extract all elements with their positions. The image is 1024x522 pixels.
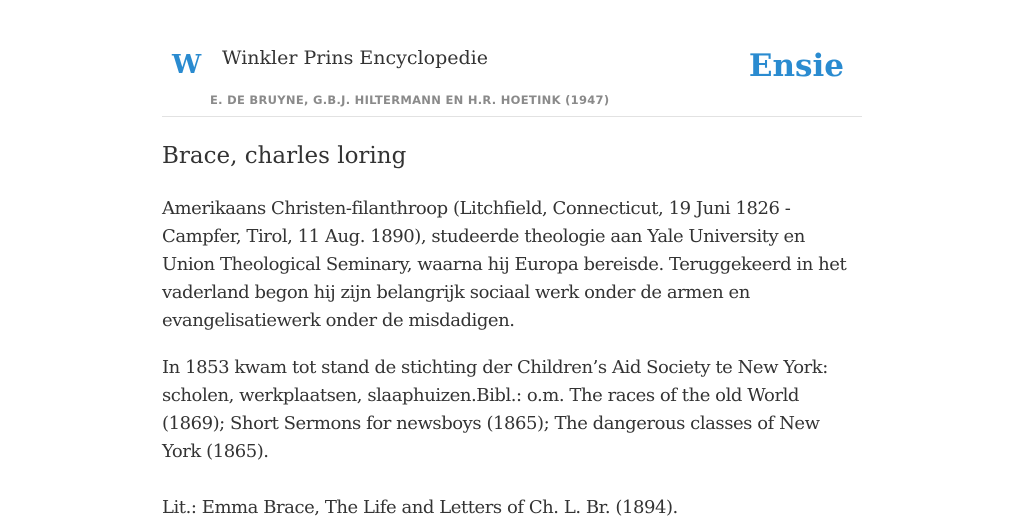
ensie-logo[interactable]: Ensie xyxy=(748,48,844,84)
book-authors: E. DE BRUYNE, G.B.J. HILTERMANN EN H.R. HOETINK (1947) xyxy=(210,93,610,107)
book-title[interactable]: Winkler Prins Encyclopedie xyxy=(222,47,488,69)
entry-paragraph-1: Amerikaans Christen-filanthroop (Litchfield, Connecticut, 19 Juni 1826 - Campfer, Tirol, 11 Aug. 1890), studeerde theologie aan Yale University en Union Theological Seminary, waarna hij Europa bereisde. Teruggekeerd in het vaderland begon hij zijn belangrijk sociaal werk onder de armen en evangelisatiewerk onder de misdadigen. xyxy=(162,198,847,331)
entry-literature: Lit.: Emma Brace, The Life and Letters of Ch. L. Br. (1894). xyxy=(162,497,678,518)
page xyxy=(162,0,862,522)
entry-paragraph-2: In 1853 kwam tot stand de stichting der Children’s Aid Society te New York: scholen, werkplaatsen, slaaphuizen.Bibl.: o.m. The races of the old World (1869); Short Sermons for newsboys (1865); The dangerous classes of New York (1865). xyxy=(162,357,828,462)
encyclopedia-logo[interactable]: W xyxy=(172,50,202,80)
header xyxy=(162,0,862,117)
entry-title: Brace, charles loring xyxy=(162,143,407,169)
